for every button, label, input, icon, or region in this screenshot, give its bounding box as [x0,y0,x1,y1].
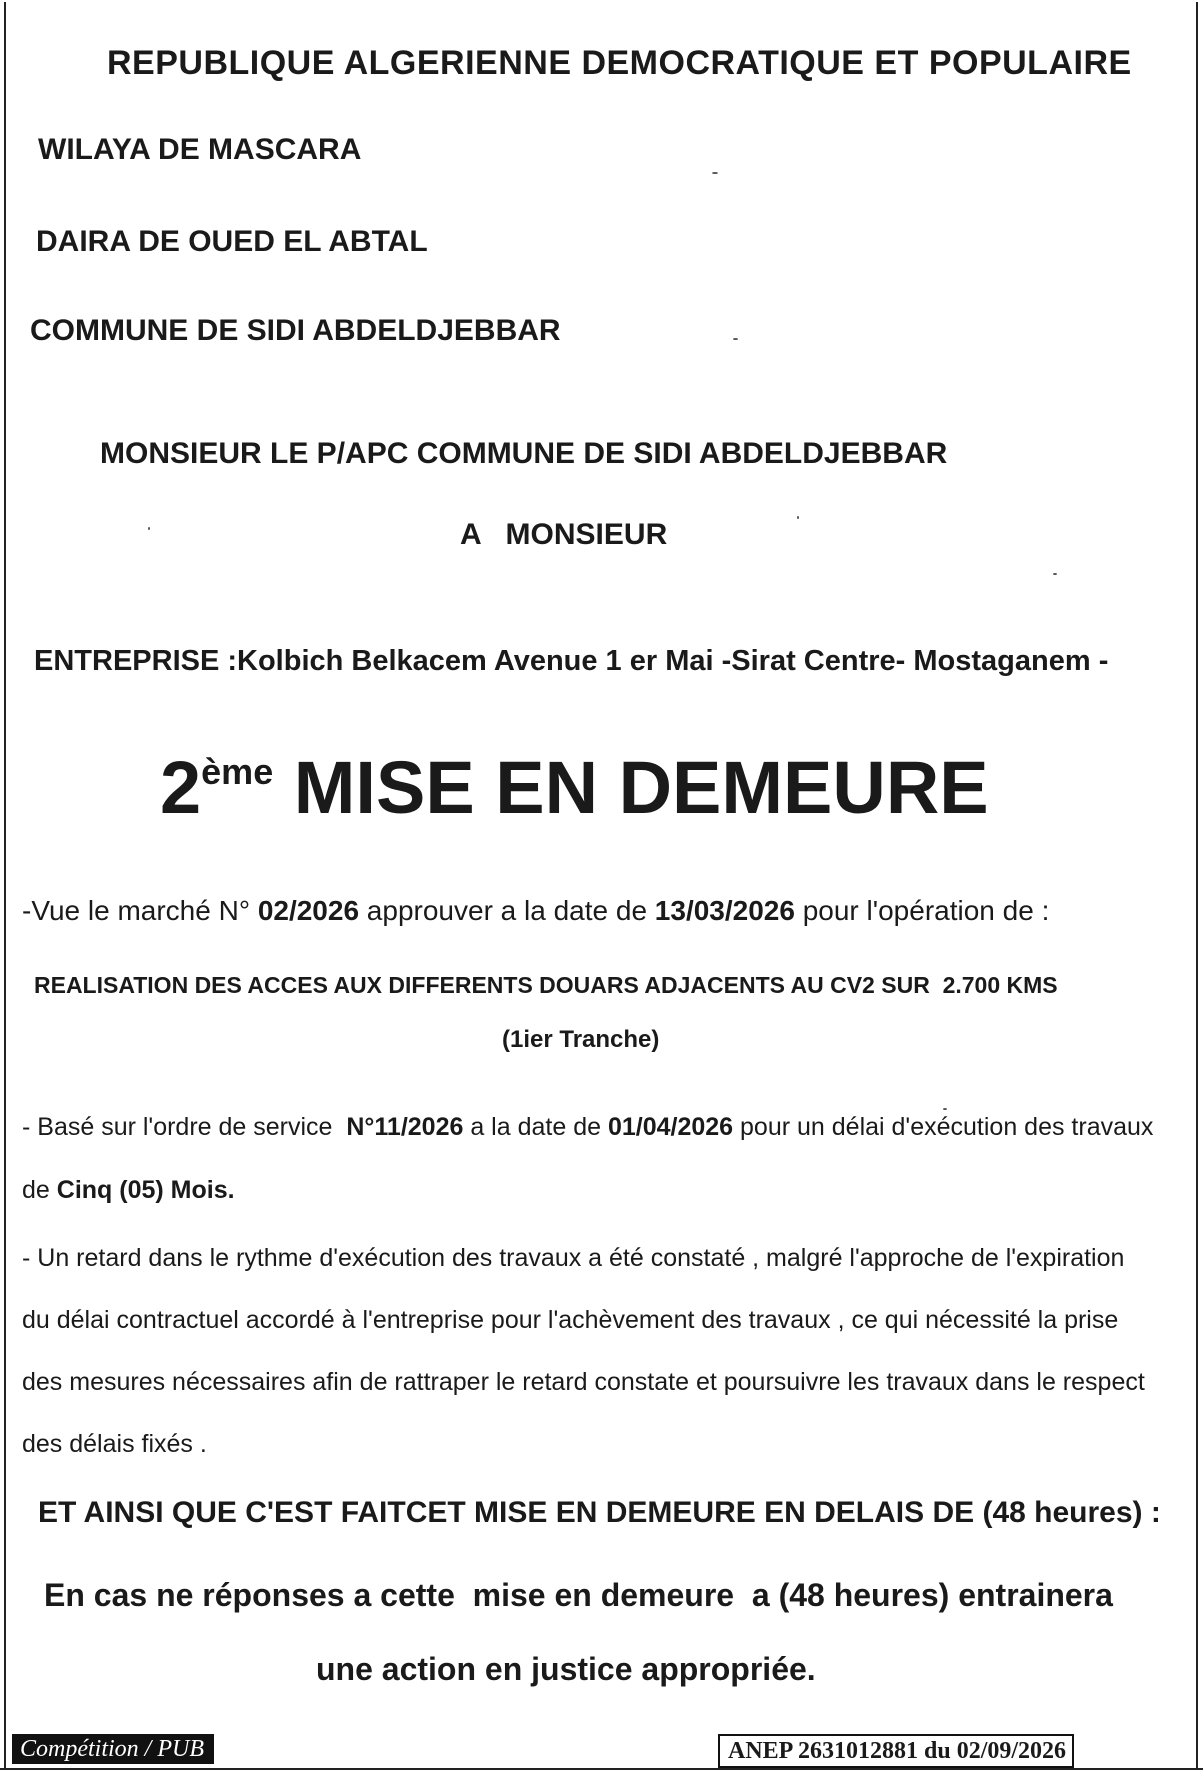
scan-speck [712,172,718,174]
sender-line: MONSIEUR LE P/APC COMMUNE DE SIDI ABDELDJEBBAR [100,437,948,470]
delai-line [22,1176,235,1205]
scan-speck [943,1108,947,1110]
retard-line-2: du délai contractuel accordé à l'entreprise pour l'achèvement des travaux , ce qui nécessité la prise [22,1306,1119,1334]
marche-number: 02/2026 [257,895,360,926]
anep-reference: ANEP 2631012881 du 02/09/2026 [718,1734,1074,1768]
conclusion-line-1: En cas ne réponses a cette mise en demeure a (48 heures) entrainera [44,1577,1113,1613]
vue-suffix: pour l'opération de : [794,895,1050,926]
os-date: 01/04/2026 [607,1113,734,1141]
base-prefix: - Basé sur l'ordre de service [22,1113,347,1141]
retard-line-4: des délais fixés . [22,1430,207,1458]
conclusion-line-2: une action en justice appropriée. [316,1651,816,1687]
publisher-badge: Compétition / PUB [12,1734,214,1764]
enterprise-line: ENTREPRISE :Kolbich Belkacem Avenue 1 er Mai -Sirat Centre- Mostaganem - [34,645,1109,677]
delai-suffix: . [227,1176,235,1204]
vue-mid: approuver a la date de [359,895,655,926]
retard-line-3: des mesures nécessaires afin de rattraper le retard constate et poursuivre les travaux dans le respect [22,1368,1145,1396]
marche-paragraph [22,895,1049,927]
scan-speck [148,527,150,530]
delai-value: Cinq (05) Mois [56,1176,228,1204]
retard-line-1: - Un retard dans le rythme d'exécution des travaux a été constaté , malgré l'approche de l'expiration [22,1244,1125,1272]
header-daira: DAIRA DE OUED EL ABTAL [36,225,428,258]
notice-title [160,745,989,830]
delai-prefix: de [22,1176,57,1204]
marche-date: 13/03/2026 [654,895,795,926]
tranche-label: (1ier Tranche) [502,1026,660,1053]
title-ordinal-suffix: ème [201,751,274,792]
header-wilaya: WILAYA DE MASCARA [38,133,362,166]
base-mid: a la date de [463,1113,608,1141]
base-suffix: pour un délai d'exécution des travaux [733,1113,1154,1141]
title-ordinal: 2 [160,746,202,829]
bottom-rule [0,1768,1203,1770]
operation-title: REALISATION DES ACCES AUX DIFFERENTS DOUARS ADJACENTS AU CV2 SUR 2.700 KMS [34,972,1058,998]
ordre-service-line [22,1113,1153,1142]
conclusion-heading: ET AINSI QUE C'EST FAITCET MISE EN DEMEURE EN DELAIS DE (48 heures) : [38,1496,1161,1529]
title-main: MISE EN DEMEURE [273,746,989,829]
header-commune: COMMUNE DE SIDI ABDELDJEBBAR [30,314,561,347]
scan-speck [733,338,738,340]
header-republic: REPUBLIQUE ALGERIENNE DEMOCRATIQUE ET POPULAIRE [107,44,1132,82]
vue-prefix: -Vue le marché N° [22,895,258,926]
scan-speck [1053,573,1057,575]
recipient-line: A MONSIEUR [460,518,668,551]
scan-speck [797,516,799,519]
os-number: N°11/2026 [346,1113,464,1141]
